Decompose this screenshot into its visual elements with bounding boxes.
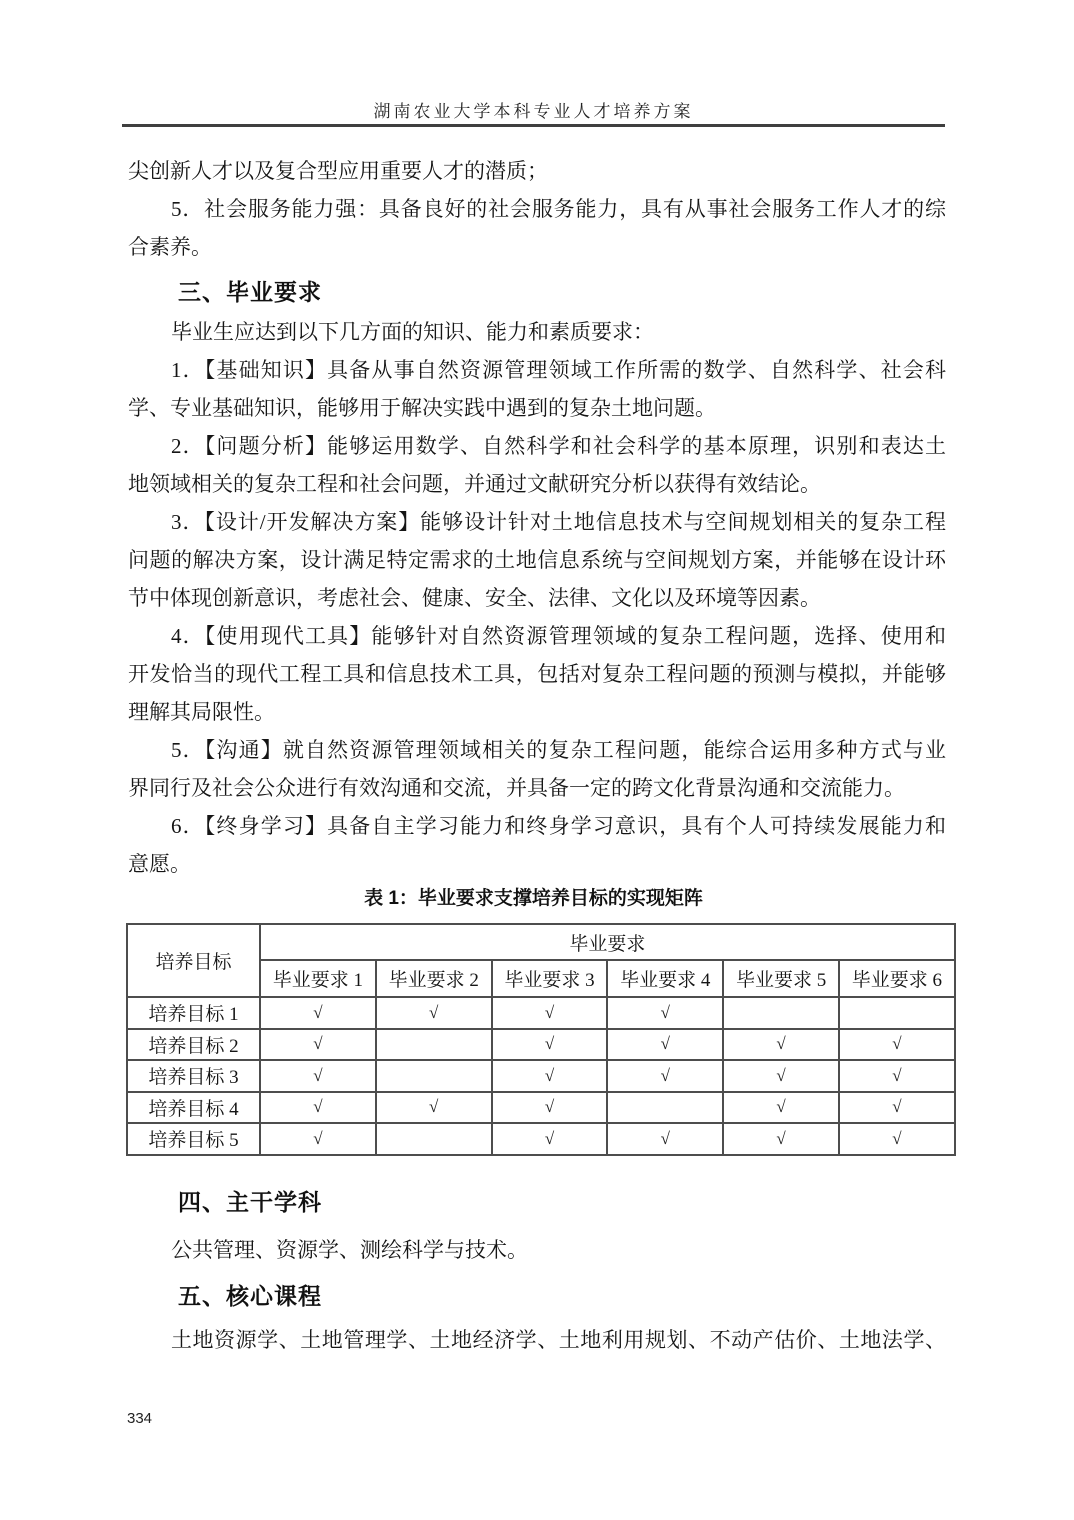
- check-cell: √: [839, 1060, 955, 1092]
- check-cell: √: [723, 1029, 839, 1061]
- matrix-row-label: 培养目标 5: [127, 1123, 260, 1155]
- check-cell: √: [492, 1123, 608, 1155]
- graduation-requirements-block: [128, 313, 946, 883]
- matrix-col-header: 毕业要求 3: [492, 960, 608, 997]
- body-line: 问题的解决方案，设计满足特定需求的土地信息系统与空间规划方案，并能够在设计环: [128, 548, 946, 572]
- body-line: 5．社会服务能力强：具备良好的社会服务能力，具有从事社会服务工作人才的综: [171, 197, 946, 221]
- matrix-col-header: 毕业要求 1: [260, 960, 376, 997]
- section-heading-graduation-requirements: 三、毕业要求: [178, 279, 322, 305]
- body-line: 5．【沟通】就自然资源管理领域相关的复杂工程问题，能综合运用多种方式与业: [171, 738, 946, 762]
- body-line: 2．【问题分析】能够运用数学、自然科学和社会科学的基本原理，识别和表达土: [171, 434, 946, 458]
- check-cell: [376, 1029, 492, 1061]
- table-row: [127, 1029, 955, 1061]
- intro-paragraph-block: [128, 152, 946, 266]
- check-cell: √: [492, 997, 608, 1029]
- check-cell: √: [723, 1092, 839, 1124]
- section-heading-main-disciplines: 四、主干学科: [178, 1189, 322, 1215]
- body-line: 开发恰当的现代工程工具和信息技术工具，包括对复杂工程问题的预测与模拟，并能够: [128, 662, 946, 686]
- check-cell: √: [839, 1092, 955, 1124]
- body-line: 毕业生应达到以下几方面的知识、能力和素质要求：: [171, 320, 654, 344]
- support-matrix-table: [126, 923, 954, 1156]
- core-courses-block: [128, 1321, 946, 1359]
- table-row: [127, 1060, 955, 1092]
- body-line: 尖创新人才以及复合型应用重要人才的潜质；: [128, 159, 548, 183]
- check-cell: √: [492, 1060, 608, 1092]
- body-line: 界同行及社会公众进行有效沟通和交流，并具备一定的跨文化背景沟通和交流能力。: [128, 776, 905, 800]
- check-cell: √: [839, 1123, 955, 1155]
- check-cell: [839, 997, 955, 1029]
- matrix-col-header: 毕业要求 5: [723, 960, 839, 997]
- body-line: 1．【基础知识】具备从事自然资源管理领域工作所需的数学、自然科学、社会科: [171, 358, 946, 382]
- running-header: 湖南农业大学本科专业人才培养方案: [373, 102, 694, 121]
- check-cell: [723, 997, 839, 1029]
- check-cell: √: [607, 997, 723, 1029]
- check-cell: [376, 1060, 492, 1092]
- matrix-row-label: 培养目标 4: [127, 1092, 260, 1124]
- check-cell: √: [260, 1123, 376, 1155]
- body-line: 理解其局限性。: [128, 700, 275, 724]
- body-line: 公共管理、资源学、测绘科学与技术。: [171, 1238, 528, 1262]
- table-row: [127, 1092, 955, 1124]
- table-row: [127, 997, 955, 1029]
- check-cell: √: [492, 1029, 608, 1061]
- check-cell: √: [723, 1060, 839, 1092]
- check-cell: √: [376, 1092, 492, 1124]
- section-heading-core-courses: 五、核心课程: [178, 1283, 322, 1309]
- check-cell: √: [607, 1029, 723, 1061]
- header-rule: [122, 124, 945, 127]
- check-cell: √: [260, 1029, 376, 1061]
- body-line: 土地资源学、土地管理学、土地经济学、土地利用规划、不动产估价、土地法学、: [171, 1328, 946, 1352]
- body-line: 4．【使用现代工具】能够针对自然资源管理领域的复杂工程问题，选择、使用和: [171, 624, 946, 648]
- check-cell: √: [607, 1123, 723, 1155]
- check-cell: [376, 1123, 492, 1155]
- body-line: 节中体现创新意识，考虑社会、健康、安全、法律、文化以及环境等因素。: [128, 586, 821, 610]
- matrix-col-header: 毕业要求 2: [376, 960, 492, 997]
- body-line: 学、专业基础知识，能够用于解决实践中遇到的复杂土地问题。: [128, 396, 716, 420]
- matrix-row-label: 培养目标 1: [127, 997, 260, 1029]
- page-number: 334: [127, 1410, 153, 1427]
- table-row: [127, 1123, 955, 1155]
- body-line: 地领域相关的复杂工程和社会问题，并通过文献研究分析以获得有效结论。: [128, 472, 821, 496]
- body-line: 合素养。: [128, 235, 212, 259]
- check-cell: √: [376, 997, 492, 1029]
- matrix-row-label: 培养目标 2: [127, 1029, 260, 1061]
- body-line: 6．【终身学习】具备自主学习能力和终身学习意识，具有个人可持续发展能力和: [171, 814, 946, 838]
- body-line: 3．【设计/开发解决方案】能够设计针对土地信息技术与空间规划相关的复杂工程: [171, 510, 946, 534]
- check-cell: [607, 1092, 723, 1124]
- check-cell: √: [260, 997, 376, 1029]
- matrix-row-label: 培养目标 3: [127, 1060, 260, 1092]
- check-cell: √: [839, 1029, 955, 1061]
- main-disciplines-block: [128, 1231, 946, 1269]
- matrix-corner-header: 培养目标: [127, 924, 260, 997]
- check-cell: √: [260, 1060, 376, 1092]
- matrix-group-header: 毕业要求: [260, 924, 955, 960]
- matrix-col-header: 毕业要求 4: [607, 960, 723, 997]
- check-cell: √: [492, 1092, 608, 1124]
- body-line: 意愿。: [128, 852, 191, 876]
- check-cell: √: [607, 1060, 723, 1092]
- check-cell: √: [723, 1123, 839, 1155]
- check-cell: √: [260, 1092, 376, 1124]
- table-caption: 表 1：毕业要求支撑培养目标的实现矩阵: [364, 888, 703, 909]
- matrix-col-header: 毕业要求 6: [839, 960, 955, 997]
